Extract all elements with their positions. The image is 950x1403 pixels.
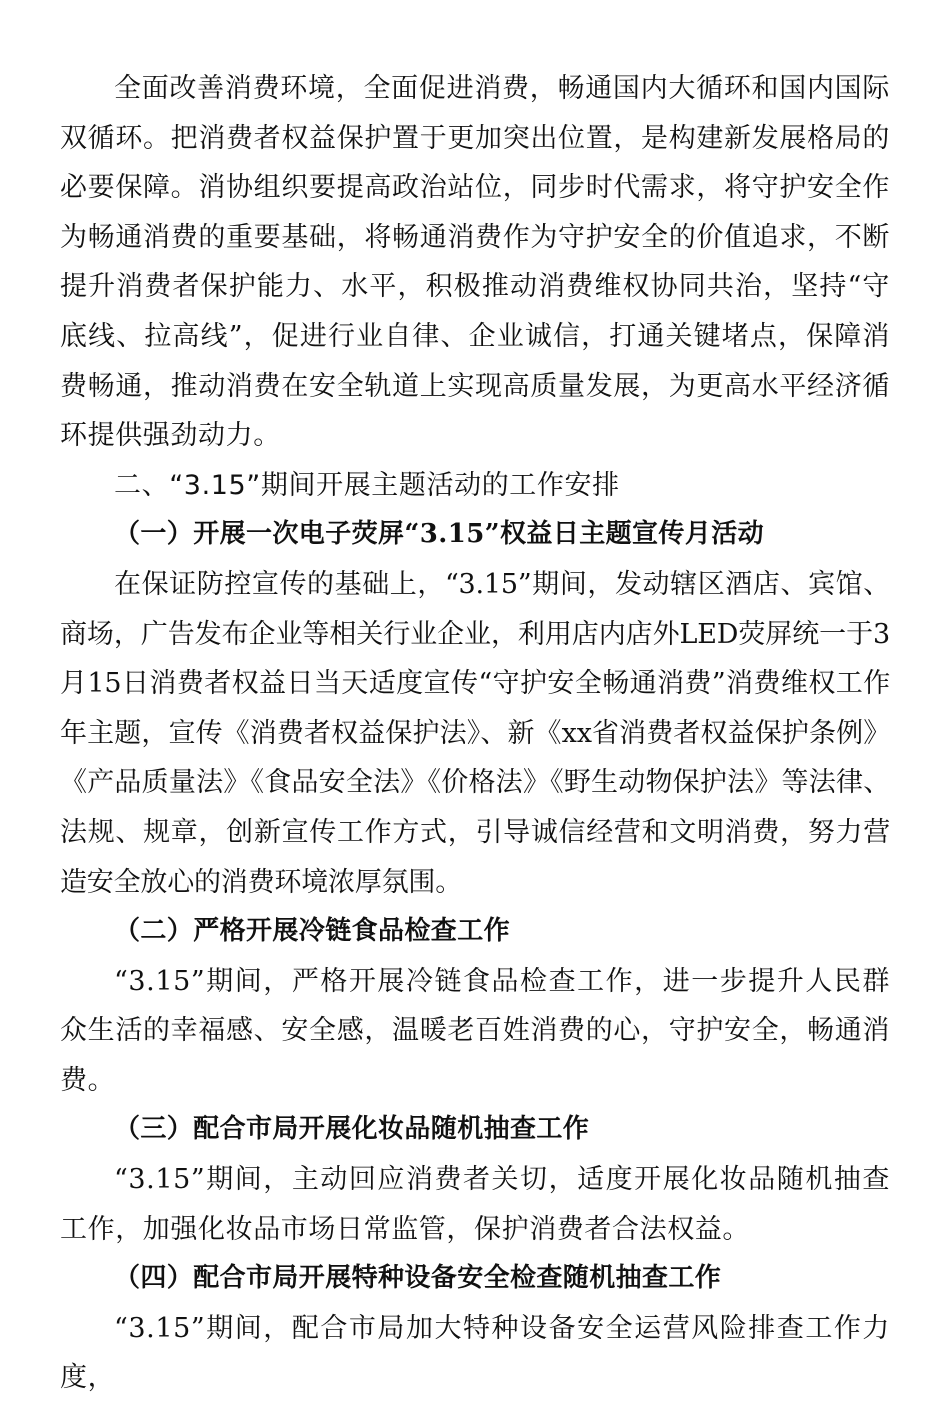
subsection-1-paragraph: 在保证防控宣传的基础上，“3.15”期间，发动辖区酒店、宾馆、商场，广告发布企业等相关行业企业，利用店内店外LED荧屏统一于3月15日消费者权益日当天适度宣传“守护安全畅通消费”消费维权工作年主题，宣传《消费者权益保护法》、新《xx省消费者权益保护条例》《产品质量法》《食品安全法》《价格法》《野生动物保护法》等法律、法规、规章，创新宣传工作方式，引导诚信经营和文明消费，努力营造安全放心的消费环境浓厚氛围。 <box>60 568 890 898</box>
subheading-4: （四）配合市局开展特种设备安全检查随机抽查工作 <box>114 1263 722 1294</box>
section-heading-2: 二、“3.15”期间开展主题活动的工作安排 <box>114 469 620 501</box>
subheading-3: （三）配合市局开展化妆品随机抽查工作 <box>114 1114 590 1145</box>
subsection-4-paragraph: “3.15”期间，配合市局加大特种设备安全运营风险排查工作力度， <box>60 1312 890 1394</box>
document-page <box>60 64 890 1403</box>
subheading-1: （一）开展一次电子荧屏“3.15”权益日主题宣传月活动 <box>114 519 765 550</box>
intro-paragraph: 全面改善消费环境，全面促进消费，畅通国内大循环和国内国际双循环。把消费者权益保护置于更加突出位置，是构建新发展格局的必要保障。消协组织要提高政治站位，同步时代需求，将守护安全作为畅通消费的重要基础，将畅通消费作为守护安全的价值追求，不断提升消费者保护能力、水平，积极推动消费维权协同共治，坚持“守底线、拉高线”，促进行业自律、企业诚信，打通关键堵点，保障消费畅通，推动消费在安全轨道上实现高质量发展，为更高水平经济循环提供强劲动力。 <box>60 73 890 452</box>
subheading-2: （二）严格开展冷链食品检查工作 <box>114 916 511 947</box>
subsection-2-paragraph: “3.15”期间，严格开展冷链食品检查工作，进一步提升人民群众生活的幸福感、安全感，温暖老百姓消费的心，守护安全，畅通消费。 <box>60 965 890 1096</box>
subsection-3-paragraph: “3.15”期间，主动回应消费者关切，适度开展化妆品随机抽查工作，加强化妆品市场日常监管，保护消费者合法权益。 <box>60 1164 890 1245</box>
